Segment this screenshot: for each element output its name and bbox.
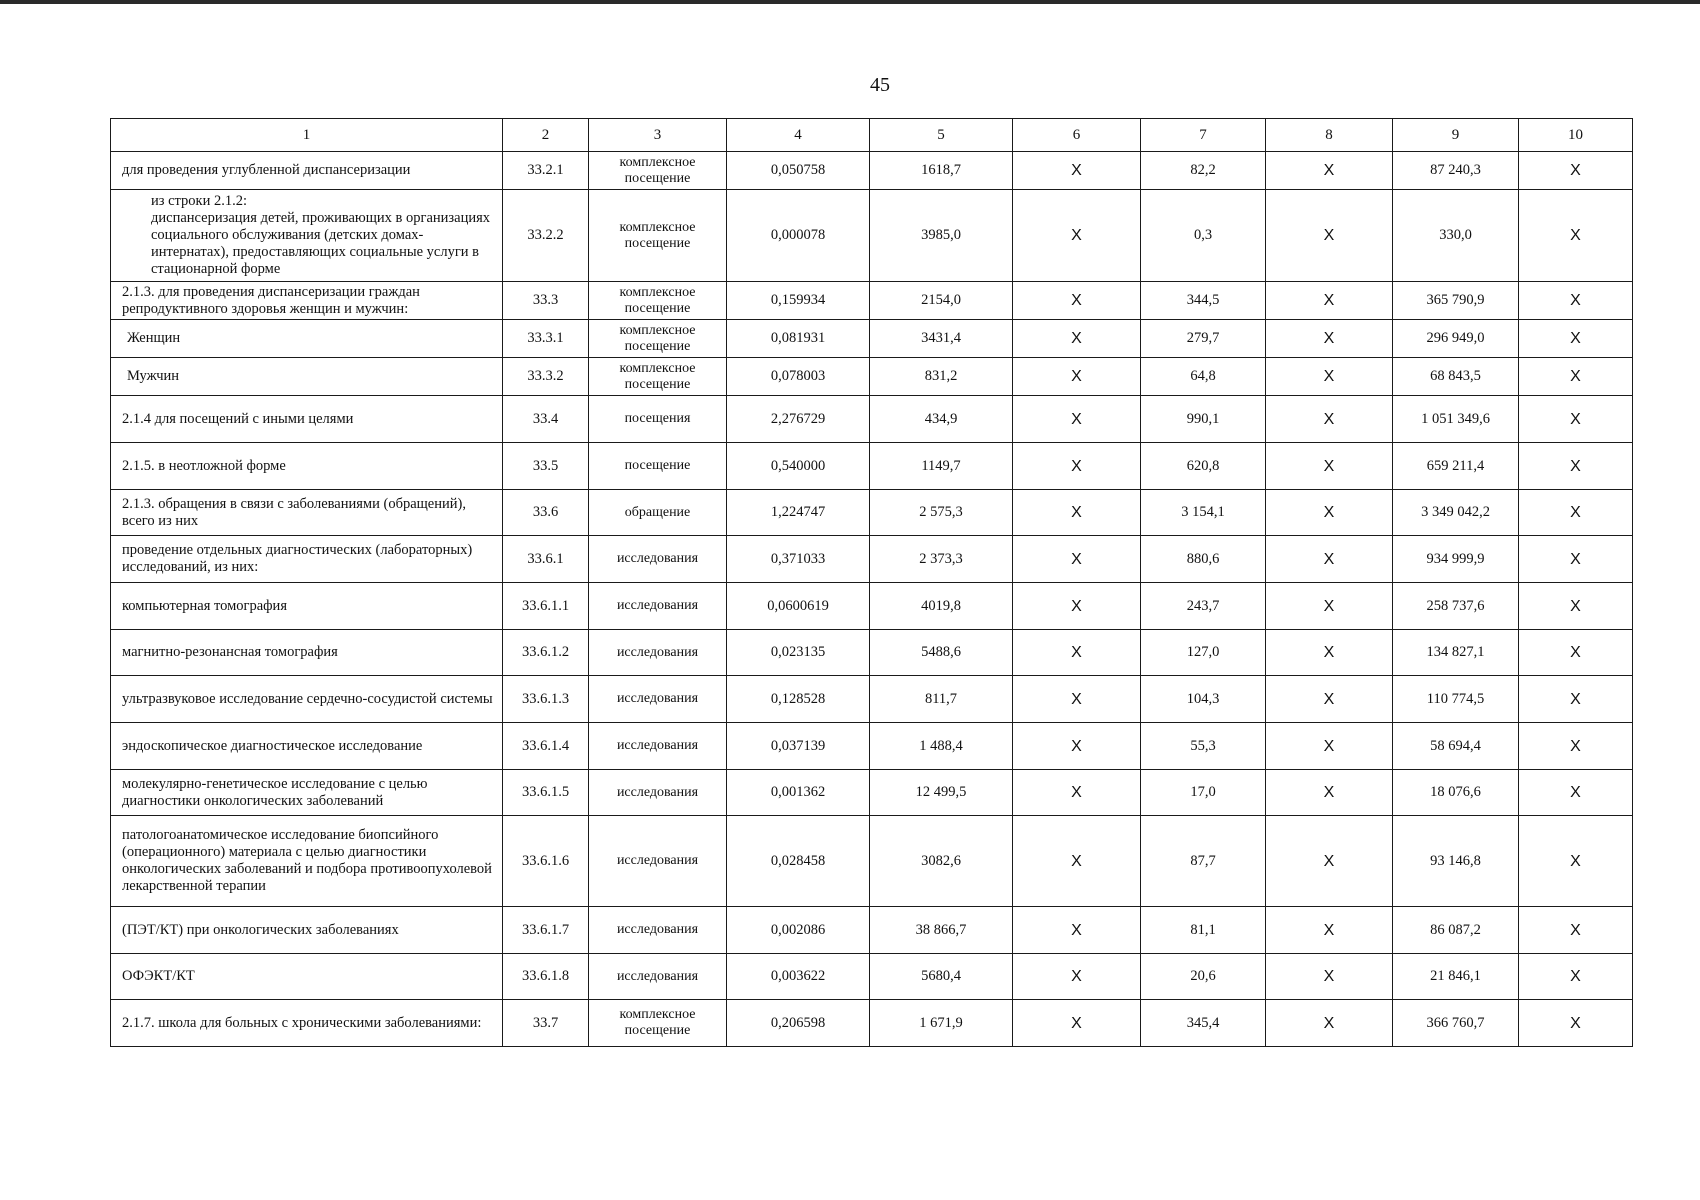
cell-col-8: X [1266, 630, 1393, 676]
row-code: 33.2.2 [503, 190, 589, 282]
row-code: 33.6.1.8 [503, 954, 589, 1000]
header-row [111, 119, 1633, 152]
cell-col-5: 434,9 [870, 396, 1013, 443]
cell-col-7: 3 154,1 [1141, 490, 1266, 536]
table-row [111, 282, 1633, 320]
cell-col-10: X [1519, 770, 1633, 816]
cell-col-10: X [1519, 282, 1633, 320]
table-row [111, 816, 1633, 907]
cell-col-6: X [1013, 630, 1141, 676]
cell-col-4: 0,050758 [727, 152, 870, 190]
cell-col-6: X [1013, 770, 1141, 816]
cell-col-10: X [1519, 490, 1633, 536]
cell-col-4: 0,078003 [727, 358, 870, 396]
header-cell: 2 [503, 119, 589, 152]
cell-col-8: X [1266, 907, 1393, 954]
cell-col-4: 0,206598 [727, 1000, 870, 1047]
cell-col-8: X [1266, 152, 1393, 190]
cell-col-9: 134 827,1 [1393, 630, 1519, 676]
cell-col-6: X [1013, 152, 1141, 190]
cell-col-10: X [1519, 816, 1633, 907]
cell-col-7: 0,3 [1141, 190, 1266, 282]
cell-col-10: X [1519, 676, 1633, 723]
table-row [111, 358, 1633, 396]
table-row [111, 443, 1633, 490]
cell-col-10: X [1519, 907, 1633, 954]
cell-col-7: 880,6 [1141, 536, 1266, 583]
cell-col-8: X [1266, 358, 1393, 396]
cell-col-6: X [1013, 190, 1141, 282]
cell-col-7: 243,7 [1141, 583, 1266, 630]
row-code: 33.6.1.6 [503, 816, 589, 907]
cell-col-7: 87,7 [1141, 816, 1266, 907]
unit-of-measure: обращение [589, 490, 727, 536]
cell-col-4: 0,002086 [727, 907, 870, 954]
row-code: 33.6 [503, 490, 589, 536]
unit-of-measure: исследования [589, 536, 727, 583]
cell-col-9: 58 694,4 [1393, 723, 1519, 770]
cell-col-4: 0,159934 [727, 282, 870, 320]
row-description: 2.1.3. обращения в связи с заболеваниями (обращений), всего из них [111, 490, 503, 536]
header-cell: 4 [727, 119, 870, 152]
cell-col-4: 0,371033 [727, 536, 870, 583]
cell-col-9: 1 051 349,6 [1393, 396, 1519, 443]
unit-of-measure: комплексное посещение [589, 320, 727, 358]
cell-col-5: 1 488,4 [870, 723, 1013, 770]
unit-of-measure: исследования [589, 630, 727, 676]
cell-col-5: 1618,7 [870, 152, 1013, 190]
unit-of-measure: исследования [589, 676, 727, 723]
row-description: 2.1.7. школа для больных с хроническими заболеваниями: [111, 1000, 503, 1047]
cell-col-8: X [1266, 676, 1393, 723]
row-description: ОФЭКТ/КТ [111, 954, 503, 1000]
cell-col-7: 345,4 [1141, 1000, 1266, 1047]
header-cell: 5 [870, 119, 1013, 152]
cell-col-6: X [1013, 536, 1141, 583]
cell-col-7: 127,0 [1141, 630, 1266, 676]
row-description: (ПЭТ/КТ) при онкологических заболеваниях [111, 907, 503, 954]
cell-col-4: 0,037139 [727, 723, 870, 770]
unit-of-measure: комплексное посещение [589, 152, 727, 190]
unit-of-measure: исследования [589, 907, 727, 954]
cell-col-6: X [1013, 676, 1141, 723]
row-code: 33.7 [503, 1000, 589, 1047]
cell-col-8: X [1266, 583, 1393, 630]
cell-col-9: 21 846,1 [1393, 954, 1519, 1000]
cell-col-8: X [1266, 282, 1393, 320]
cell-col-7: 20,6 [1141, 954, 1266, 1000]
cell-col-10: X [1519, 443, 1633, 490]
cell-col-4: 0,081931 [727, 320, 870, 358]
cell-col-10: X [1519, 536, 1633, 583]
row-code: 33.6.1.2 [503, 630, 589, 676]
row-description: эндоскопическое диагностическое исследование [111, 723, 503, 770]
cell-col-5: 2154,0 [870, 282, 1013, 320]
cell-col-5: 2 575,3 [870, 490, 1013, 536]
table-row [111, 954, 1633, 1000]
cell-col-10: X [1519, 723, 1633, 770]
cell-col-8: X [1266, 443, 1393, 490]
cell-col-4: 0,001362 [727, 770, 870, 816]
cell-col-5: 12 499,5 [870, 770, 1013, 816]
cell-col-8: X [1266, 816, 1393, 907]
cell-col-6: X [1013, 443, 1141, 490]
cell-col-9: 330,0 [1393, 190, 1519, 282]
unit-of-measure: посещение [589, 443, 727, 490]
row-description: Женщин [111, 320, 503, 358]
header-cell: 9 [1393, 119, 1519, 152]
cell-col-6: X [1013, 954, 1141, 1000]
row-description: 2.1.4 для посещений с иными целями [111, 396, 503, 443]
cell-col-9: 934 999,9 [1393, 536, 1519, 583]
row-description: ультразвуковое исследование сердечно-сосудистой системы [111, 676, 503, 723]
cell-col-10: X [1519, 358, 1633, 396]
cell-col-8: X [1266, 1000, 1393, 1047]
cell-col-10: X [1519, 396, 1633, 443]
cell-col-8: X [1266, 190, 1393, 282]
unit-of-measure: исследования [589, 583, 727, 630]
cell-col-7: 64,8 [1141, 358, 1266, 396]
row-description: молекулярно-генетическое исследование с целью диагностики онкологических заболеваний [111, 770, 503, 816]
page-number: 45 [870, 74, 890, 96]
cell-col-10: X [1519, 190, 1633, 282]
row-description: Мужчин [111, 358, 503, 396]
cell-col-5: 831,2 [870, 358, 1013, 396]
cell-col-5: 5488,6 [870, 630, 1013, 676]
row-code: 33.4 [503, 396, 589, 443]
unit-of-measure: исследования [589, 770, 727, 816]
row-code: 33.3 [503, 282, 589, 320]
unit-of-measure: комплексное посещение [589, 1000, 727, 1047]
cell-col-5: 4019,8 [870, 583, 1013, 630]
header-cell: 8 [1266, 119, 1393, 152]
cell-col-7: 620,8 [1141, 443, 1266, 490]
cell-col-7: 990,1 [1141, 396, 1266, 443]
cell-col-6: X [1013, 396, 1141, 443]
cell-col-10: X [1519, 954, 1633, 1000]
cell-col-8: X [1266, 320, 1393, 358]
header-cell: 3 [589, 119, 727, 152]
unit-of-measure: исследования [589, 954, 727, 1000]
cell-col-7: 17,0 [1141, 770, 1266, 816]
cell-col-4: 1,224747 [727, 490, 870, 536]
unit-of-measure: посещения [589, 396, 727, 443]
cell-col-10: X [1519, 152, 1633, 190]
unit-of-measure: комплексное посещение [589, 358, 727, 396]
header-cell: 10 [1519, 119, 1633, 152]
cell-col-5: 3082,6 [870, 816, 1013, 907]
cell-col-9: 366 760,7 [1393, 1000, 1519, 1047]
cell-col-10: X [1519, 320, 1633, 358]
row-description: проведение отдельных диагностических (лабораторных) исследований, из них: [111, 536, 503, 583]
row-code: 33.5 [503, 443, 589, 490]
cell-col-5: 1 671,9 [870, 1000, 1013, 1047]
cell-col-7: 81,1 [1141, 907, 1266, 954]
table-row [111, 630, 1633, 676]
row-code: 33.6.1.1 [503, 583, 589, 630]
cell-col-4: 0,003622 [727, 954, 870, 1000]
cell-col-10: X [1519, 1000, 1633, 1047]
cell-col-5: 811,7 [870, 676, 1013, 723]
row-description: 2.1.5. в неотложной форме [111, 443, 503, 490]
row-code: 33.6.1 [503, 536, 589, 583]
cell-col-6: X [1013, 490, 1141, 536]
unit-of-measure: исследования [589, 723, 727, 770]
cell-col-9: 68 843,5 [1393, 358, 1519, 396]
cell-col-5: 3985,0 [870, 190, 1013, 282]
cell-col-5: 38 866,7 [870, 907, 1013, 954]
cell-col-9: 659 211,4 [1393, 443, 1519, 490]
cell-col-4: 0,023135 [727, 630, 870, 676]
cell-col-6: X [1013, 816, 1141, 907]
cell-col-6: X [1013, 358, 1141, 396]
cell-col-8: X [1266, 536, 1393, 583]
table-row [111, 320, 1633, 358]
cell-col-6: X [1013, 282, 1141, 320]
cell-col-9: 3 349 042,2 [1393, 490, 1519, 536]
cell-col-4: 0,128528 [727, 676, 870, 723]
cell-col-5: 5680,4 [870, 954, 1013, 1000]
cell-col-9: 86 087,2 [1393, 907, 1519, 954]
header-cell: 6 [1013, 119, 1141, 152]
cell-col-7: 104,3 [1141, 676, 1266, 723]
cell-col-7: 82,2 [1141, 152, 1266, 190]
cell-col-9: 87 240,3 [1393, 152, 1519, 190]
cell-col-6: X [1013, 723, 1141, 770]
cell-col-6: X [1013, 320, 1141, 358]
cell-col-9: 110 774,5 [1393, 676, 1519, 723]
cell-col-9: 18 076,6 [1393, 770, 1519, 816]
row-code: 33.2.1 [503, 152, 589, 190]
cell-col-5: 2 373,3 [870, 536, 1013, 583]
table-row [111, 583, 1633, 630]
table-row [111, 190, 1633, 282]
cell-col-7: 279,7 [1141, 320, 1266, 358]
header-cell: 1 [111, 119, 503, 152]
cell-col-9: 296 949,0 [1393, 320, 1519, 358]
table-row [111, 1000, 1633, 1047]
cell-col-4: 0,540000 [727, 443, 870, 490]
row-description: патологоанатомическое исследование биопсийного (операционного) материала с целью диагностики онкологических заболеваний и подбора противоопухолевой лекарственной терапии [111, 816, 503, 907]
cell-col-8: X [1266, 396, 1393, 443]
row-code: 33.6.1.7 [503, 907, 589, 954]
cell-col-6: X [1013, 1000, 1141, 1047]
cell-col-5: 1149,7 [870, 443, 1013, 490]
unit-of-measure: исследования [589, 816, 727, 907]
cell-col-10: X [1519, 583, 1633, 630]
cell-col-8: X [1266, 723, 1393, 770]
cell-col-4: 0,028458 [727, 816, 870, 907]
row-code: 33.6.1.3 [503, 676, 589, 723]
cell-col-6: X [1013, 907, 1141, 954]
row-description: для проведения углубленной диспансеризации [111, 152, 503, 190]
row-description: магнитно-резонансная томография [111, 630, 503, 676]
table-row [111, 907, 1633, 954]
row-code: 33.3.1 [503, 320, 589, 358]
table-row [111, 770, 1633, 816]
cell-col-4: 2,276729 [727, 396, 870, 443]
table-row [111, 490, 1633, 536]
cell-col-8: X [1266, 954, 1393, 1000]
header-cell: 7 [1141, 119, 1266, 152]
row-description: 2.1.3. для проведения диспансеризации граждан репродуктивного здоровья женщин и мужчин: [111, 282, 503, 320]
norms-table [110, 118, 1633, 1047]
cell-col-8: X [1266, 770, 1393, 816]
cell-col-9: 93 146,8 [1393, 816, 1519, 907]
row-description: из строки 2.1.2: диспансеризация детей, проживающих в организациях социального обслуживания (детских домах-интернатах), предоставляющих социальные услуги в стационарной форме [111, 190, 503, 282]
row-description: компьютерная томография [111, 583, 503, 630]
cell-col-9: 365 790,9 [1393, 282, 1519, 320]
cell-col-6: X [1013, 583, 1141, 630]
table-row [111, 152, 1633, 190]
cell-col-5: 3431,4 [870, 320, 1013, 358]
cell-col-4: 0,000078 [727, 190, 870, 282]
table-row [111, 723, 1633, 770]
cell-col-7: 55,3 [1141, 723, 1266, 770]
scan-top-edge [0, 0, 1700, 4]
cell-col-8: X [1266, 490, 1393, 536]
cell-col-4: 0,0600619 [727, 583, 870, 630]
row-code: 33.6.1.5 [503, 770, 589, 816]
row-code: 33.6.1.4 [503, 723, 589, 770]
unit-of-measure: комплексное посещение [589, 282, 727, 320]
row-code: 33.3.2 [503, 358, 589, 396]
table-row [111, 396, 1633, 443]
cell-col-9: 258 737,6 [1393, 583, 1519, 630]
cell-col-7: 344,5 [1141, 282, 1266, 320]
table-row [111, 536, 1633, 583]
table-row [111, 676, 1633, 723]
unit-of-measure: комплексное посещение [589, 190, 727, 282]
cell-col-10: X [1519, 630, 1633, 676]
